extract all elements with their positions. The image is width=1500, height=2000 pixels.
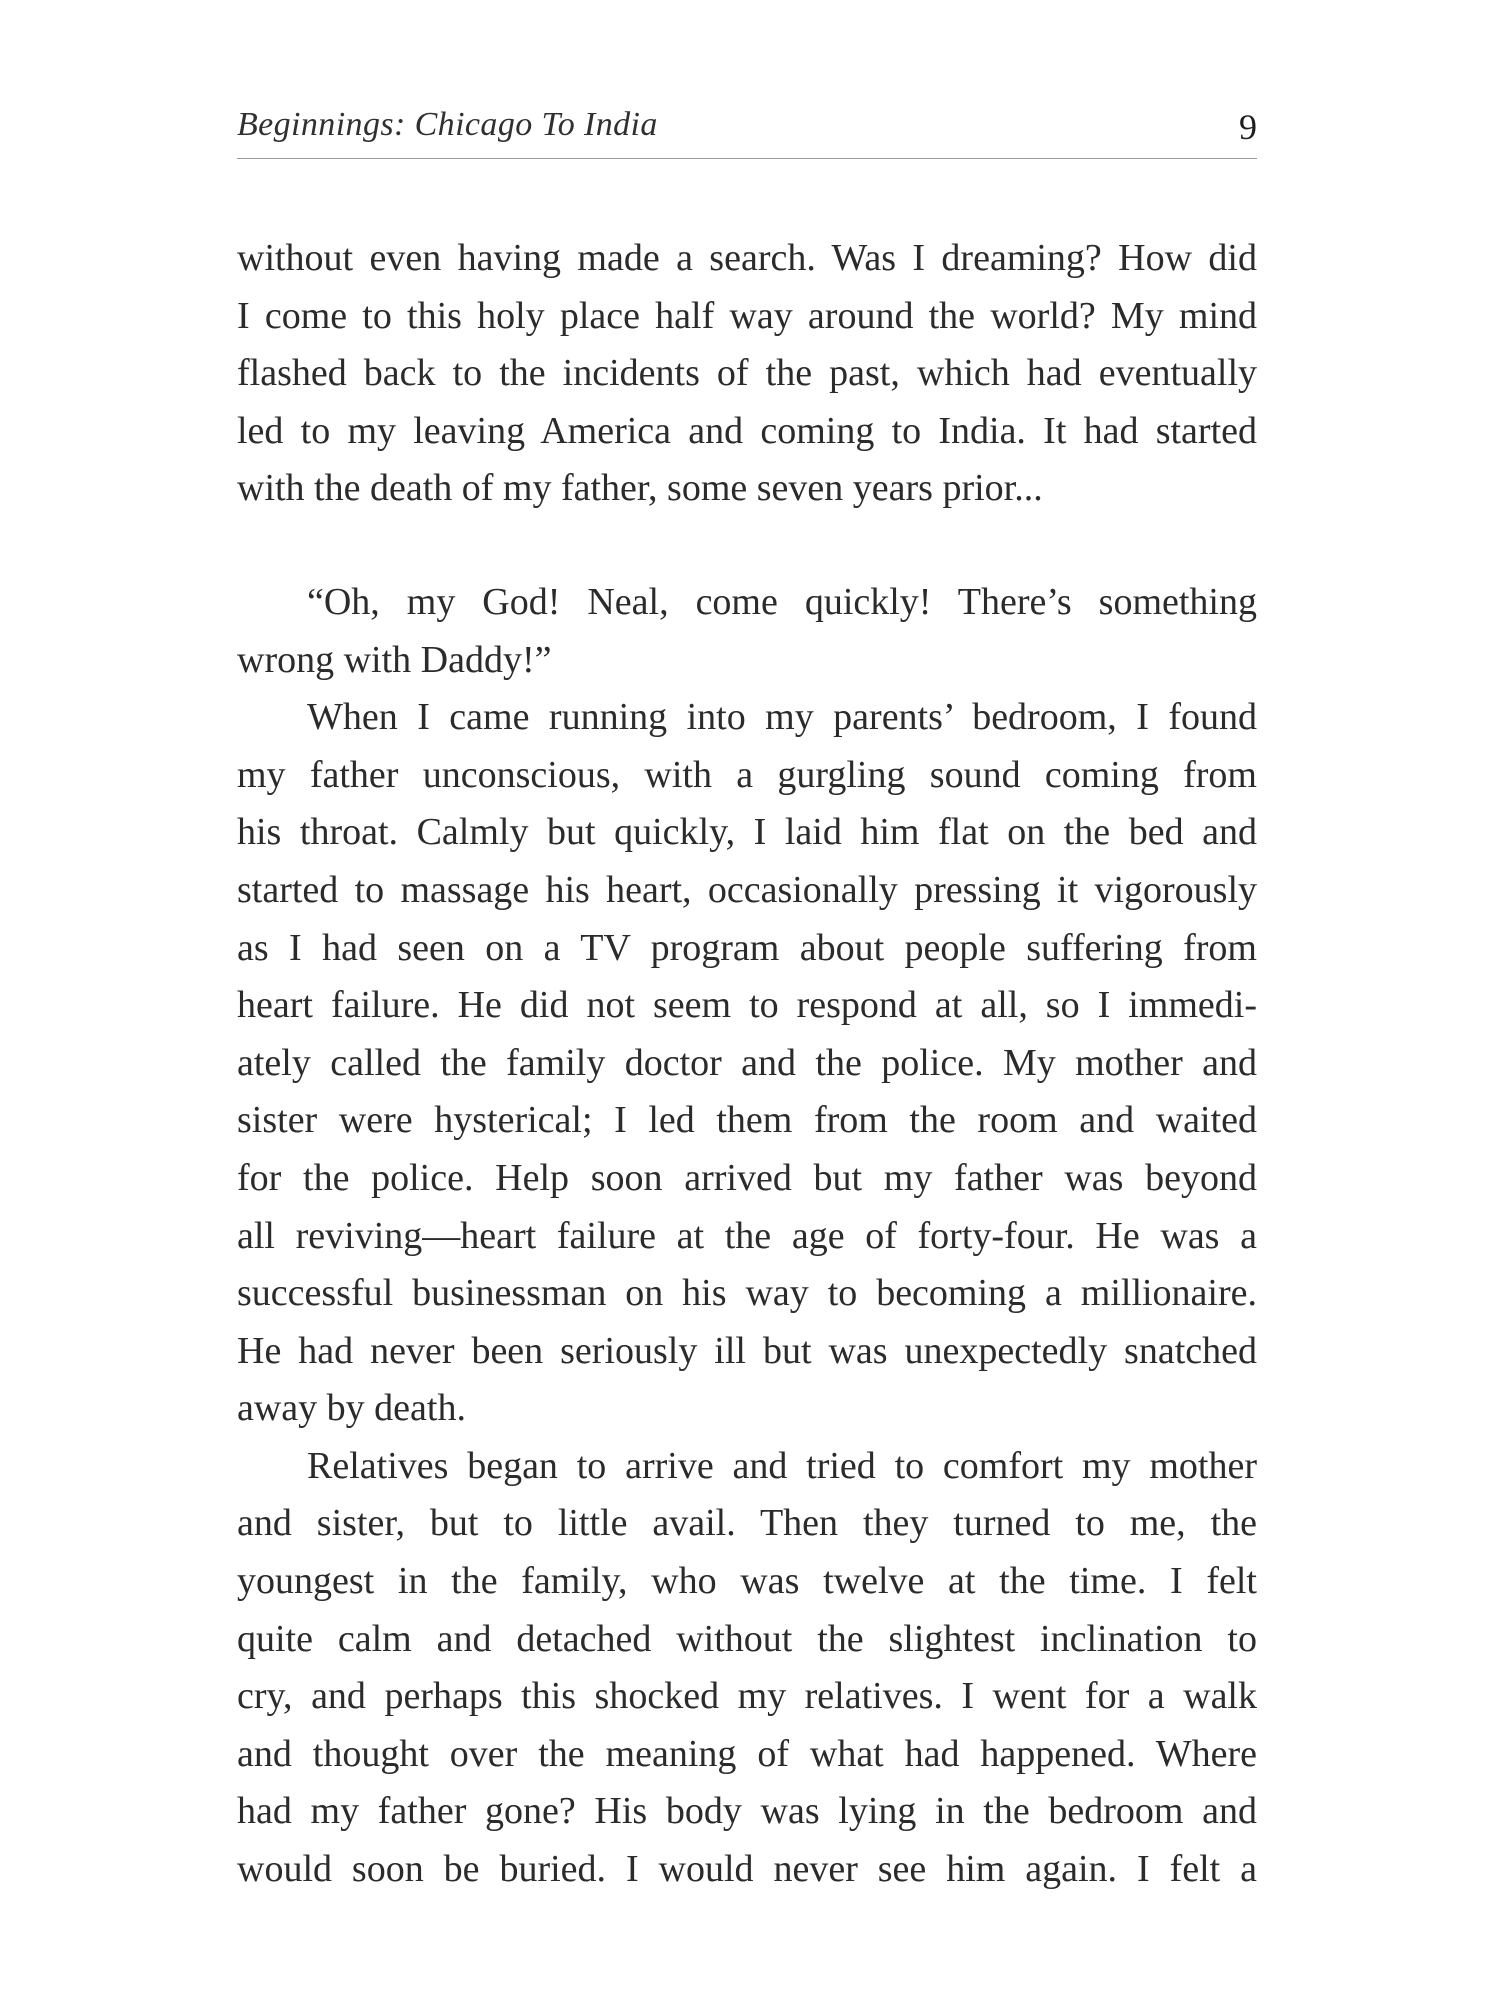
section-break [237,518,1257,574]
body-text [237,230,1257,1900]
text-line: cry, and perhaps this shocked my relatives. I went for a walk [237,1675,1257,1718]
text-line: had my father gone? His body was lying in the bedroom and [237,1790,1257,1833]
text-line: and sister, but to little avail. Then they turned to me, the [237,1502,1257,1545]
paragraph [237,689,1257,1438]
text-line: my father unconscious, with a gurgling sound coming from [237,753,1257,796]
text-line: ately called the family doctor and the police. My mother and [237,1041,1257,1084]
text-line: without even having made a search. Was I dreaming? How did [237,237,1257,279]
text-line: led to my leaving America and coming to India. It had started [237,409,1257,452]
text-line: with the death of my father, some seven years prior... [237,467,1043,510]
text-line: for the police. Help soon arrived but my father was beyond [237,1156,1257,1199]
text-line: Relatives began to arrive and tried to comfort my mother [307,1444,1257,1487]
text-line: all reviving—heart failure at the age of forty-four. He was a [237,1214,1257,1257]
chapter-title: Beginnings: Chicago To India [237,106,658,143]
text-line: I come to this holy place half way around the world? My mind [237,294,1257,337]
text-line: “Oh, my God! Neal, come quickly! There’s something [307,580,1257,623]
text-line: heart failure. He did not seem to respond at all, so I immedi- [237,984,1257,1027]
text-line: successful businessman on his way to becoming a millionaire. [237,1272,1257,1315]
text-line: started to massage his heart, occasionally pressing it vigorously [237,868,1257,911]
text-line: quite calm and detached without the slightest inclination to [237,1617,1257,1660]
page-number: 9 [1239,107,1257,147]
text-line: He had never been seriously ill but was unexpectedly snatched [237,1329,1257,1372]
text-line: wrong with Daddy!” [237,638,552,681]
paragraph [237,230,1257,518]
text-line: sister were hysterical; I led them from the room and waited [237,1099,1257,1142]
text-line: flashed back to the incidents of the past, which had eventually [237,352,1257,395]
paragraph [237,574,1257,689]
paragraph [237,1438,1257,1899]
text-line: as I had seen on a TV program about people suffering from [237,926,1257,969]
text-line: away by death. [237,1387,466,1430]
text-line: youngest in the family, who was twelve at the time. I felt [237,1560,1257,1603]
text-line: his throat. Calmly but quickly, I laid him flat on the bed and [237,811,1257,854]
text-line: and thought over the meaning of what had happened. Where [237,1732,1257,1775]
text-line: would soon be buried. I would never see him again. I felt a [237,1848,1257,1891]
running-header [237,106,1257,159]
text-line: When I came running into my parents’ bedroom, I found [307,696,1257,739]
